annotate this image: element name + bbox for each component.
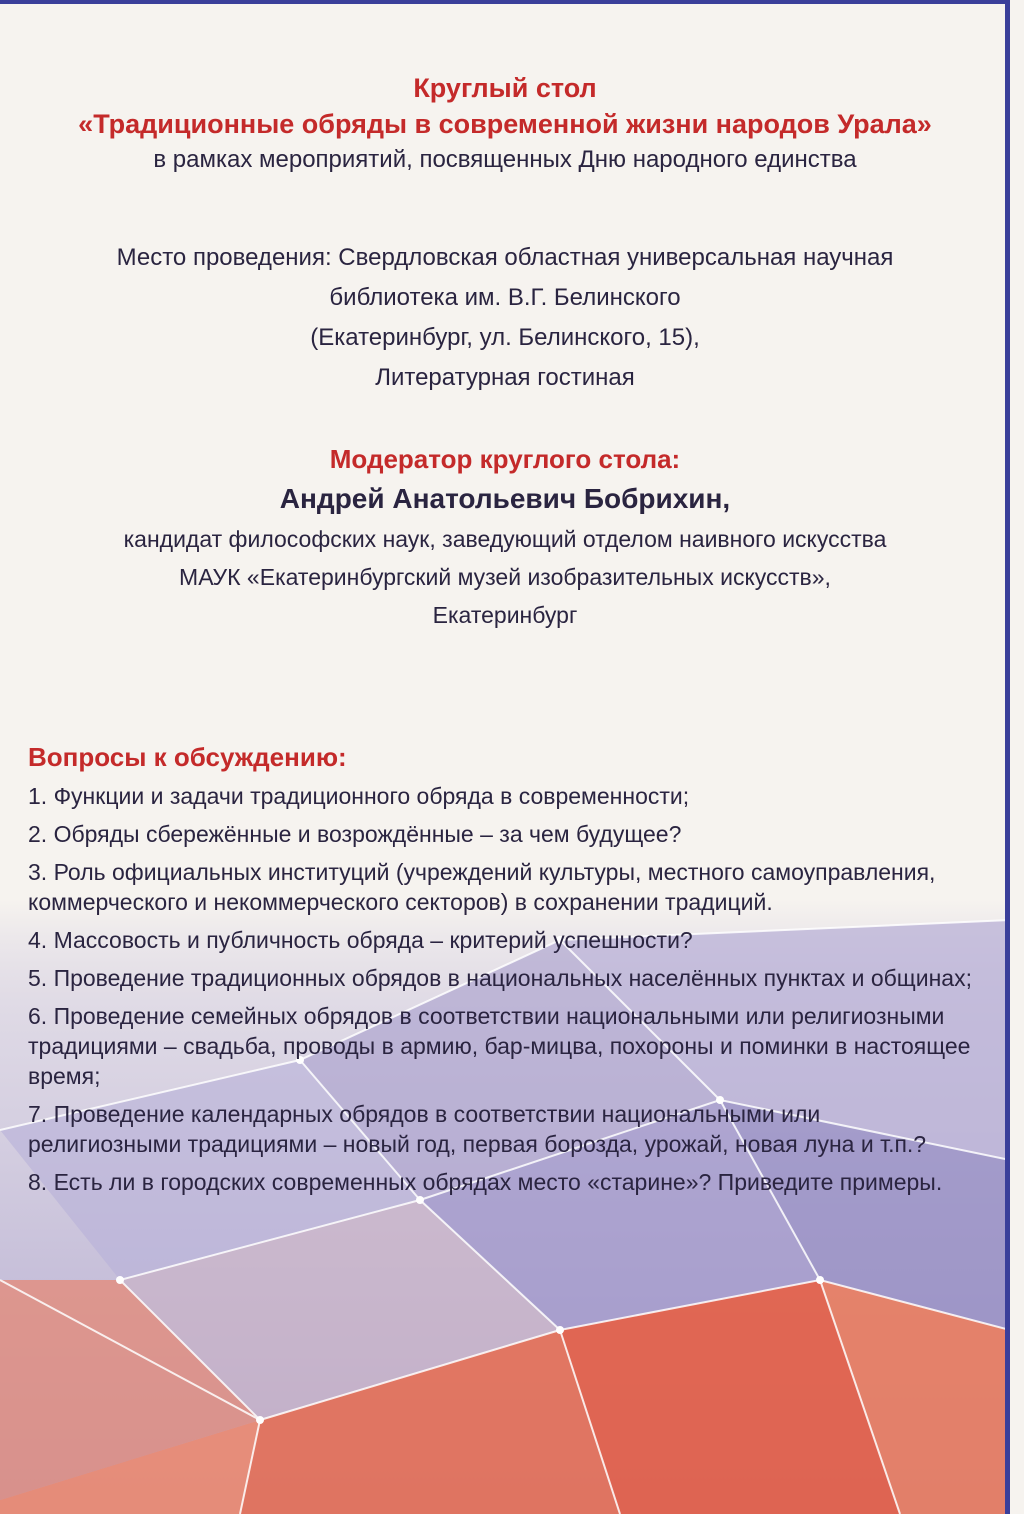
question-item: 2. Обряды сбережённые и возрождённые – за чем будущее? xyxy=(28,821,682,847)
moderator-label: Модератор круглого стола: xyxy=(329,444,681,474)
question-item: 6. Проведение семейных обрядов в соответствии национальными или религиозными традициями – свадьба, проводы в армию, бар-мицва, похороны и поминки в настоящее время; xyxy=(28,1003,971,1089)
question-item: 5. Проведение традиционных обрядов в национальных населённых пунктах и общинах; xyxy=(28,965,972,991)
moderator-line-3: Екатеринбург xyxy=(432,602,578,628)
frame-top-border xyxy=(0,0,1010,4)
question-item: 4. Массовость и публичность обряда – критерий успешности? xyxy=(28,927,693,953)
venue-line-4: Литературная гостиная xyxy=(375,364,635,391)
moderator-line-2: МАУК «Екатеринбургский музей изобразительных искусств», xyxy=(179,564,831,590)
questions-label: Вопросы к обсуждению: xyxy=(28,742,347,772)
event-subtitle: в рамках мероприятий, посвященных Дню народного единства xyxy=(153,146,857,173)
event-title: «Традиционные обряды в современной жизни народов Урала» xyxy=(78,109,932,139)
frame-right-border xyxy=(1005,0,1010,1514)
question-item: 3. Роль официальных институций (учреждений культуры, местного самоуправления, коммерческого и некоммерческого секторов) в сохранении традиций. xyxy=(28,859,936,915)
venue-line-1: Место проведения: Свердловская областная универсальная научная xyxy=(116,244,894,271)
event-header xyxy=(0,70,1010,178)
event-type-title: Круглый стол xyxy=(413,73,597,103)
question-item: 8. Есть ли в городских современных обрядах место «старине»? Приведите примеры. xyxy=(28,1169,943,1195)
venue-line-2: библиотека им. В.Г. Белинского xyxy=(329,284,681,311)
moderator-line-1: кандидат философских наук, заведующий отделом наивного искусства xyxy=(123,526,887,552)
venue-block xyxy=(0,238,1010,398)
questions-block xyxy=(28,742,978,1205)
moderator-block xyxy=(0,440,1010,634)
venue-line-3: (Екатеринбург, ул. Белинского, 15), xyxy=(310,324,700,351)
moderator-name: Андрей Анатольевич Бобрихин, xyxy=(279,483,731,514)
question-item: 1. Функции и задачи традиционного обряда в современности; xyxy=(28,783,690,809)
question-item: 7. Проведение календарных обрядов в соответствии национальными или религиозными традициями – новый год, первая борозда, урожай, новая луна и т.п.? xyxy=(28,1101,927,1157)
